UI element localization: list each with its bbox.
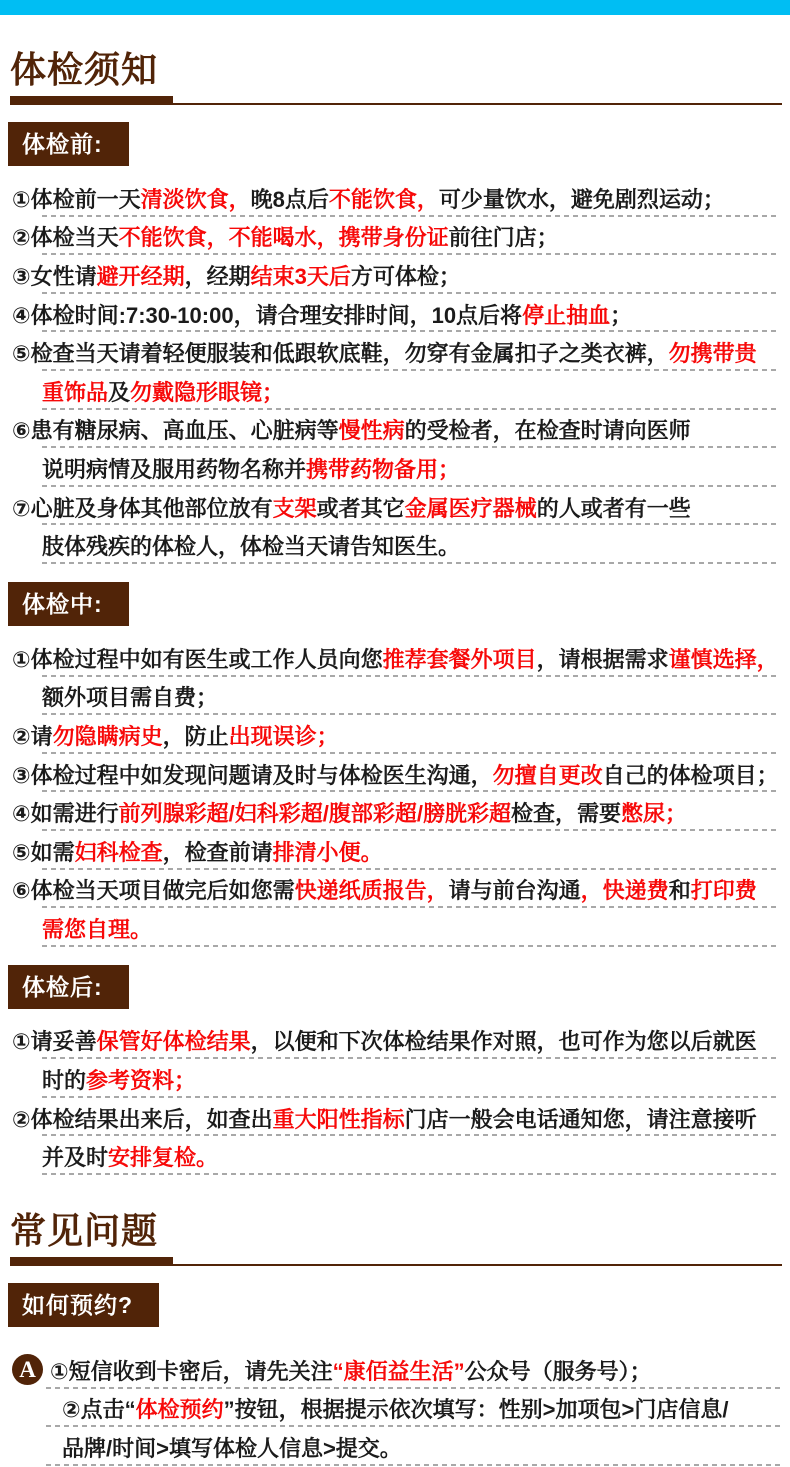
dashed-divider [46,1464,780,1466]
dashed-divider [42,446,780,448]
line-text: ②体检当天不能饮食，不能喝水，携带身份证前往门店； [12,225,559,251]
line-text: ③女性请避开经期，经期结束3天后方可体检； [12,263,461,289]
line-text: 额外项目需自费； [42,685,219,711]
section-label-bar: 体检后: [8,965,129,1009]
section-label-bar: 体检前: [8,122,129,166]
line-text: ④如需进行前列腺彩超/妇科彩超/腹部彩超/膀胱彩超检查，需要憋尿； [12,801,688,827]
dashed-divider [42,369,780,371]
line-text: ②点击“体检预约”按钮，根据提示依次填写：性别>加项包>门店信息/ [62,1397,729,1423]
line-text: ①体检前一天清淡饮食，晚8点后不能饮食，可少量饮水，避免剧烈运动； [12,186,725,212]
line-text: 重饰品及勿戴隐形眼镜； [42,379,285,405]
line-text: ①短信收到卡密后，请先关注“康佰益生活”公众号（服务号）； [50,1358,652,1384]
line-text: 需您自理。 [42,916,153,942]
text-line [0,449,790,488]
dashed-divider [42,1173,780,1175]
dashed-divider [42,253,780,255]
line-text: ①请妥善保管好体检结果，以便和下次体检结果作对照，也可作为您以后就医 [12,1029,757,1055]
dashed-divider [42,1134,780,1136]
section-lines [0,179,790,565]
faq-title-rule [10,1257,782,1266]
line-text: ⑤检查当天请着轻便服装和低跟软底鞋，勿穿有金属扣子之类衣裤，勿携带贵 [12,341,757,367]
text-line [0,1022,790,1061]
notice-title: 体检须知 [10,49,159,90]
text-line [0,909,790,948]
title-rule [10,96,782,105]
dashed-divider [46,1425,780,1427]
text-line [0,1060,790,1099]
dashed-divider [42,292,780,294]
text-line [0,526,790,565]
faq-question-bar: 如何预约? [8,1283,159,1327]
dashed-divider [42,523,780,525]
dashed-divider [42,752,780,754]
text-line [0,1390,790,1429]
section-label-bar: 体检中: [8,582,129,626]
text-line [0,411,790,450]
line-text: ②请勿隐瞒病史，防止出现误诊； [12,723,339,749]
line-text: 肢体残疾的体检人，体检当天请告知医生。 [42,534,461,560]
text-line [0,678,790,717]
dashed-divider [42,906,780,908]
line-text: ③体检过程中如发现问题请及时与体检医生沟通，勿擅自更改自己的体检项目； [12,762,779,788]
text-line [0,295,790,334]
dashed-divider [46,1387,780,1389]
text-line [0,755,790,794]
rule-thick-segment [10,96,173,105]
dashed-divider [42,945,780,947]
text-line [0,871,790,910]
text-line [0,256,790,295]
section-lines [0,639,790,948]
line-text: 品牌/时间>填写体检人信息>提交。 [62,1436,402,1462]
dashed-divider [42,408,780,410]
line-text: 并及时安排复检。 [42,1145,219,1171]
dashed-divider [42,1096,780,1098]
dashed-divider [42,215,780,217]
dashed-divider [42,829,780,831]
text-line [0,832,790,871]
text-line [0,1137,790,1176]
dashed-divider [42,330,780,332]
text-line [0,1428,790,1467]
text-line [0,793,790,832]
text-line [0,1351,790,1390]
text-line [0,372,790,411]
text-line [0,218,790,257]
text-line [0,488,790,527]
text-line [0,179,790,218]
line-text: 说明病情及服用药物名称并携带药物备用； [42,456,461,482]
faq-title: 常见问题 [10,1210,159,1252]
dashed-divider [42,1057,780,1059]
line-text: ⑥体检当天项目做完后如您需快递纸质报告，请与前台沟通，快递费和打印费 [12,878,757,904]
faq-answer-block [0,1351,790,1467]
dashed-divider [42,713,780,715]
text-line [0,716,790,755]
dashed-divider [42,485,780,487]
section-lines [0,1022,790,1176]
answer-badge-icon: A [12,1354,43,1385]
rule-thick-segment [10,1257,173,1266]
line-text: 时的参考资料； [42,1068,197,1094]
line-text: ⑦心脏及身体其他部位放有支架或者其它金属医疗器械的人或者有一些 [12,495,691,521]
line-text: ④体检时间:7:30-10:00，请合理安排时间，10点后将停止抽血； [12,302,633,328]
notice-groups [0,105,790,1176]
faq-answer-lines [0,1351,790,1467]
dashed-divider [42,790,780,792]
text-line [0,639,790,678]
text-line [0,333,790,372]
dashed-divider [42,562,780,564]
line-text: ①体检过程中如有医生或工作人员向您推荐套餐外项目，请根据需求谨慎选择， [12,646,779,672]
line-text: ⑤如需妇科检查，检查前请排清小便。 [12,839,383,865]
top-accent-bar [0,0,790,15]
line-text: ②体检结果出来后，如查出重大阳性指标门店一般会电话通知您，请注意接听 [12,1106,757,1132]
line-text: ⑥患有糖尿病、高血压、心脏病等慢性病的受检者，在检查时请向医师 [12,418,691,444]
text-line [0,1099,790,1138]
dashed-divider [42,868,780,870]
dashed-divider [42,675,780,677]
